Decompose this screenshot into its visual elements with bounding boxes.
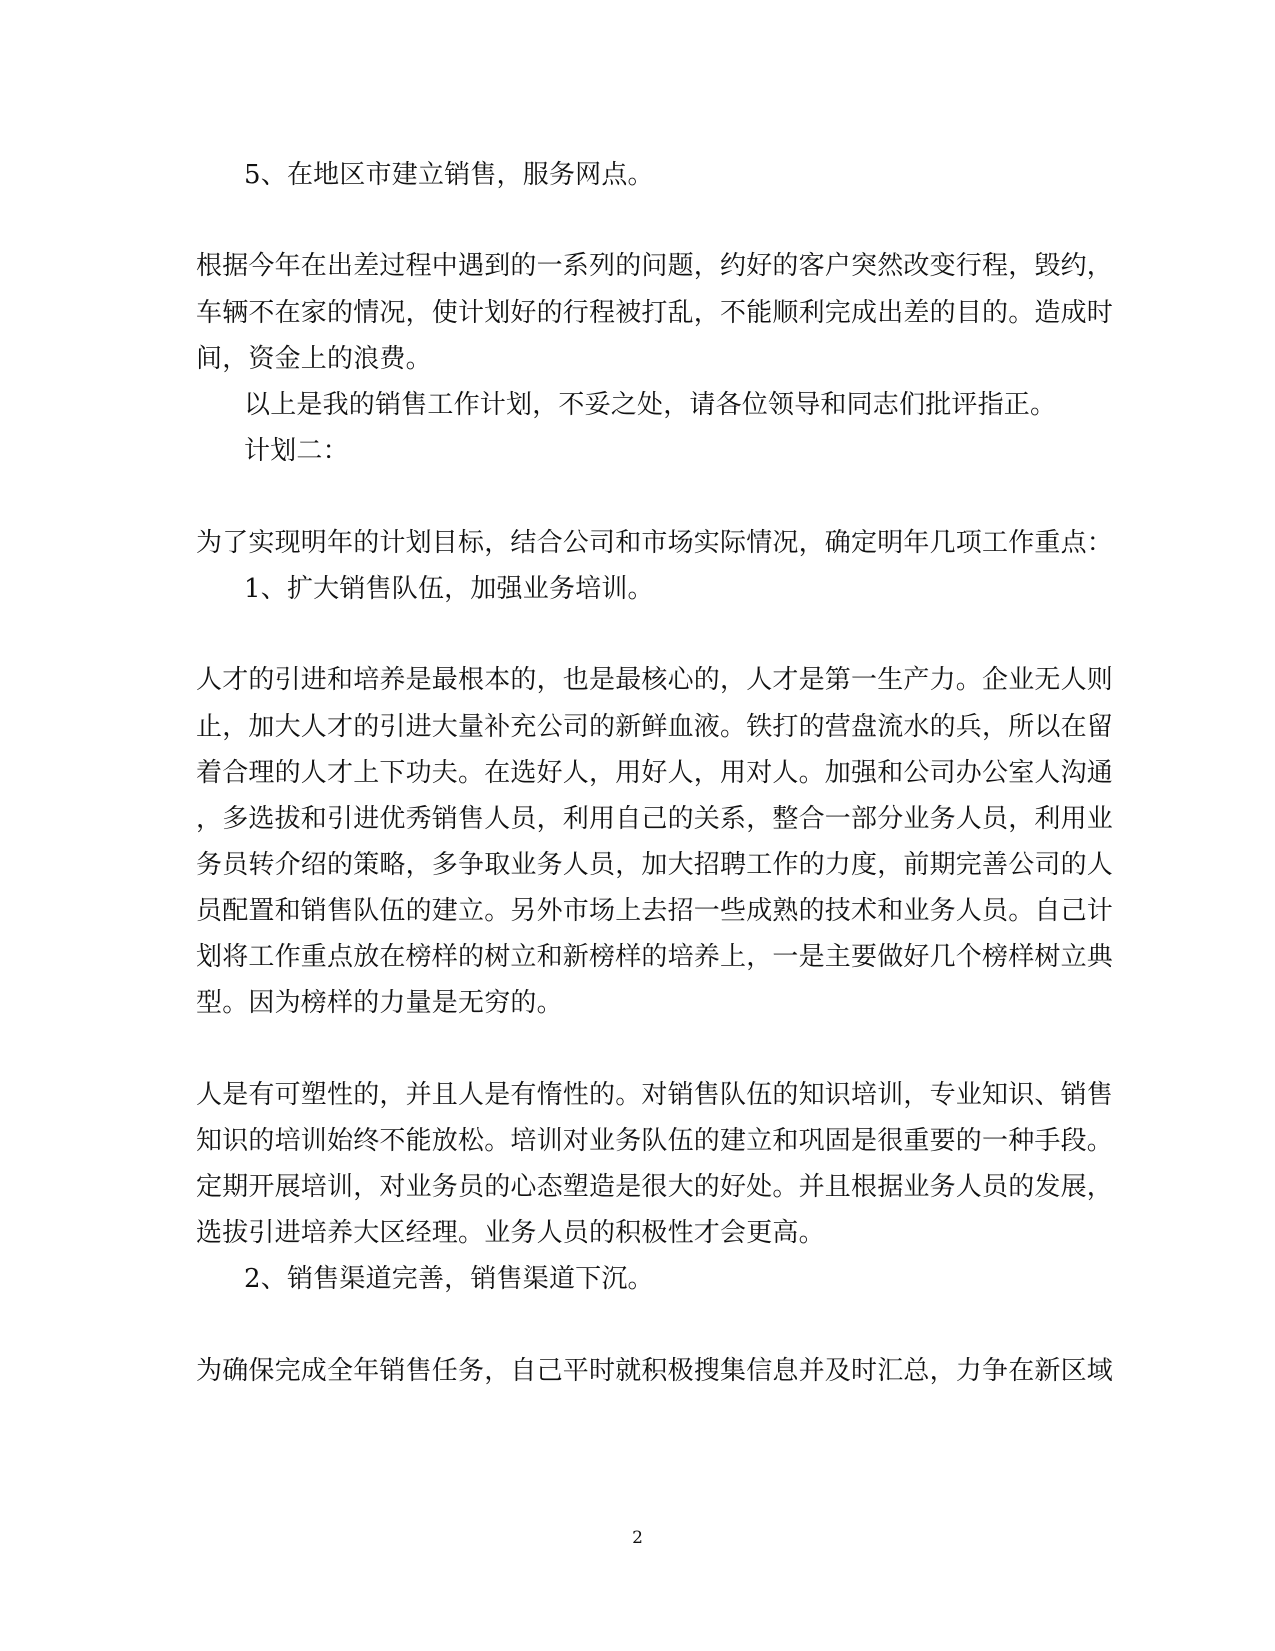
list-item-5: 5、在地区市建立销售，服务网点。 [244, 160, 654, 190]
paragraph-line: 止，加大人才的引进大量补充公司的新鲜血液。铁打的营盘流水的兵，所以在留 [196, 712, 1114, 742]
paragraph-line: 车辆不在家的情况，使计划好的行程被打乱，不能顺利完成出差的目的。造成时 [196, 298, 1114, 328]
paragraph-line: 定期开展培训，对业务员的心态塑造是很大的好处。并且根据业务人员的发展， [196, 1172, 1114, 1202]
paragraph-line: 务员转介绍的策略，多争取业务人员，加大招聘工作的力度，前期完善公司的人 [196, 850, 1114, 880]
list-item-1: 1、扩大销售队伍，加强业务培训。 [244, 574, 654, 604]
paragraph-line: 知识的培训始终不能放松。培训对业务队伍的建立和巩固是很重要的一种手段。 [196, 1126, 1114, 1156]
page-number: 2 [632, 1528, 643, 1548]
paragraph-line: 选拔引进培养大区经理。业务人员的积极性才会更高。 [196, 1218, 825, 1248]
paragraph-line: 为确保完成全年销售任务，自己平时就积极搜集信息并及时汇总，力争在新区域 [196, 1356, 1114, 1386]
paragraph-line: ，多选拔和引进优秀销售人员，利用自己的关系，整合一部分业务人员，利用业 [196, 804, 1114, 834]
paragraph-line: 着合理的人才上下功夫。在选好人，用好人，用对人。加强和公司办公室人沟通 [196, 758, 1114, 788]
list-item-2: 2、销售渠道完善，销售渠道下沉。 [244, 1264, 654, 1294]
paragraph-line: 型。因为榜样的力量是无穷的。 [196, 988, 563, 1018]
paragraph-line: 员配置和销售队伍的建立。另外市场上去招一些成熟的技术和业务人员。自己计 [196, 896, 1114, 926]
closing-sentence: 以上是我的销售工作计划，不妥之处，请各位领导和同志们批评指正。 [244, 390, 1057, 420]
paragraph-line: 间，资金上的浪费。 [196, 344, 432, 374]
section-heading: 计划二： [244, 436, 349, 466]
paragraph-line: 为了实现明年的计划目标，结合公司和市场实际情况，确定明年几项工作重点： [196, 528, 1114, 558]
paragraph-line: 人才的引进和培养是最根本的，也是最核心的，人才是第一生产力。企业无人则 [196, 665, 1114, 695]
paragraph-line: 根据今年在出差过程中遇到的一系列的问题，约好的客户突然改变行程，毁约， [196, 251, 1114, 281]
paragraph-line: 人是有可塑性的，并且人是有惰性的。对销售队伍的知识培训，专业知识、销售 [196, 1080, 1114, 1110]
paragraph-line: 划将工作重点放在榜样的树立和新榜样的培养上，一是主要做好几个榜样树立典 [196, 942, 1114, 972]
